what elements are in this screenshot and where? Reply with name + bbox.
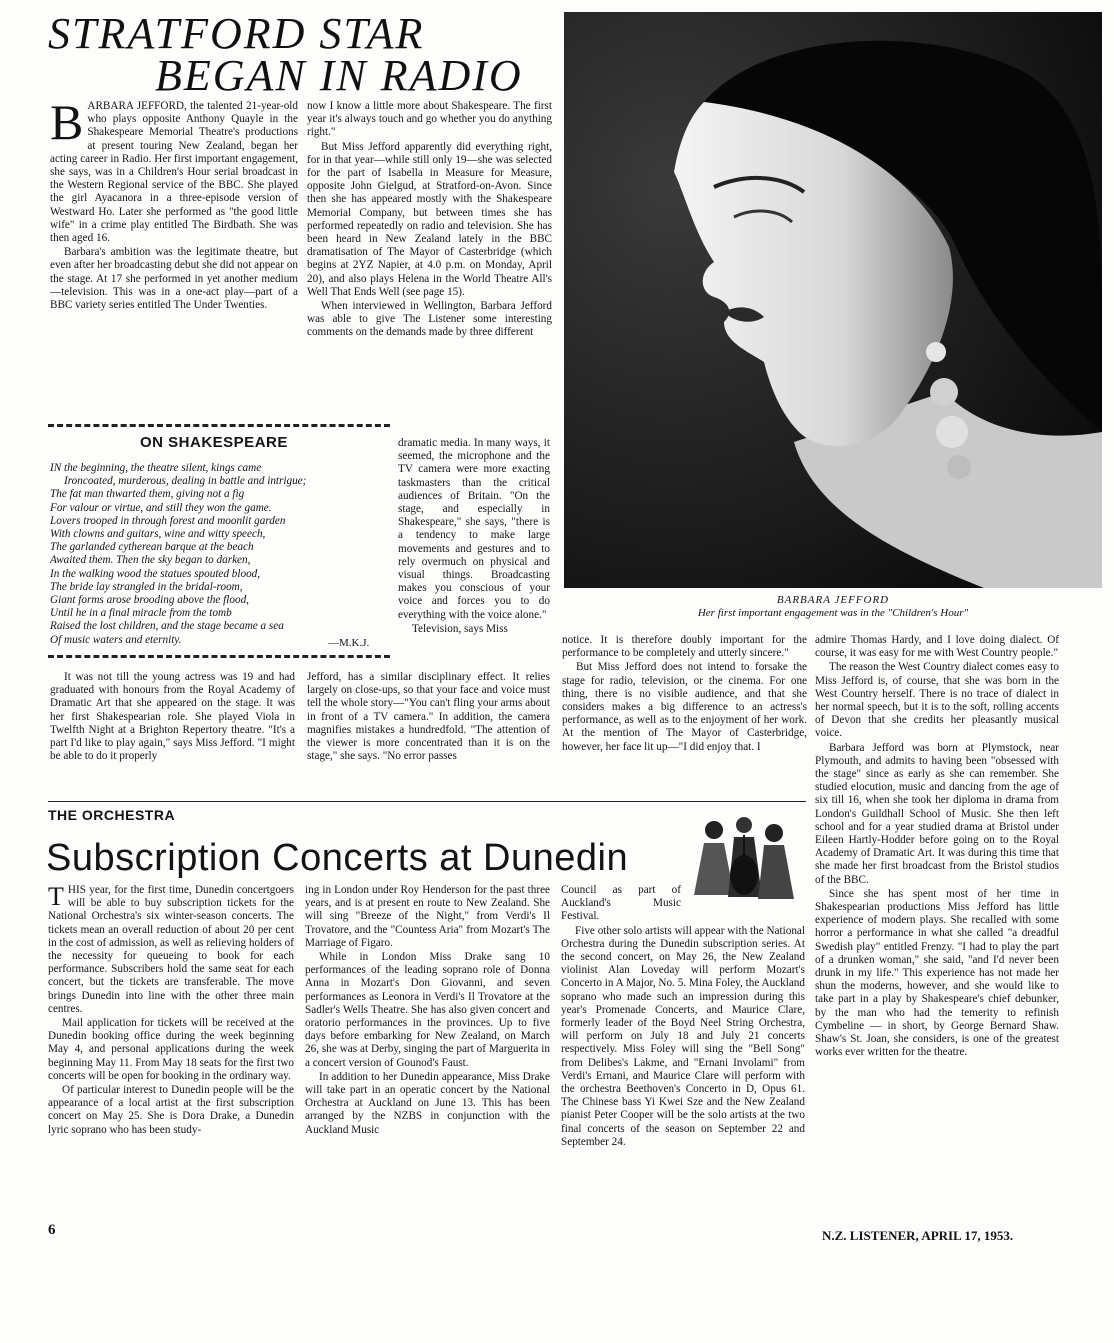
- poem-top-rule: [48, 424, 390, 427]
- poem-line: With clowns and guitars, wine and witty speech,: [50, 528, 266, 541]
- publication-line: N.Z. LISTENER, APRIL 17, 1953.: [822, 1228, 1014, 1243]
- poem-line: The bride lay strangled in the bridal-room,: [50, 580, 243, 593]
- story-paragraph: admire Thomas Hardy, and I love doing dialect. Of course, it was easy for me with West Country people.": [815, 634, 1059, 660]
- story-paragraph: The reason the West Country dialect comes easy to Miss Jefford is, of course, that she was born in the West Country herself. There is no trace of dialect in her normal speech, but it is to the soft, rolling accents of Devon that she credits her pleasantly musical voice.: [815, 661, 1059, 740]
- orchestra-paragraph: In addition to her Dunedin appearance, Miss Drake will take part in an operatic concert by the National Orchestra at Auckland on June 13. This has been arranged by the NZBS in conjunction with the Auckland Music: [305, 1070, 550, 1136]
- story-bottom-column-3: [562, 634, 807, 754]
- poem-bottom-rule: [48, 655, 390, 658]
- portrait-photo: [564, 12, 1102, 588]
- story-paragraph: notice. It is therefore doubly important for the performance to be completely and utterly sincere.": [562, 634, 807, 660]
- poem-line: IN the beginning, the theatre silent, kings came: [50, 462, 262, 474]
- headline-line-2: BEGAN IN RADIO: [155, 51, 523, 100]
- poem-line: The fat man thwarted them, giving not a fig: [50, 488, 245, 501]
- story-paragraph: When interviewed in Wellington, Barbara Jefford was able to give The Listener some interesting comments on the demands made by three different: [307, 300, 552, 339]
- photo-caption-text: Her first important engagement was in the "Children's Hour": [697, 607, 969, 619]
- story-paragraph: But Miss Jefford does not intend to forsake the stage for radio, television, or the cinema. For one thing, there is no visible audience, and that she considers makes a big difference to an actress's performance, as well as to the enjoyment of her work. At the mention of The Mayor of Casterbridge, however, her face lit up—"I did enjoy that. I: [562, 661, 807, 753]
- story-column-2: [307, 100, 552, 340]
- story-paragraph: Jefford, has a similar disciplinary effect. It relies largely on close-ups, so that your face and voice must tell the whole story—"You can't fling your arms about in front of a TV camera." In addition, the camera magnifies mistakes a hundredfold. "The attention of the viewer is more concentrated than it is on the stage," she says. "No error passes: [307, 671, 550, 763]
- story-bottom-column-1: [50, 671, 295, 763]
- orchestra-paragraph: Five other solo artists will appear with the National Orchestra during the Dunedin subscription series. At the second concert, on May 26, the New Zealand violinist Alan Loveday will perform Mozart's Concerto in A Major, No. 5. Mina Foley, the Auckland soprano who made such an impression during this year's Promenade Concerts, and Maurice Clare, formerly leader of the Boyd Neel String Orchestra, will perform on July 18 and July 21 concerts respectively. Miss Foley will sing the "Bell Song" from Delibes's Lakme, and "Ernani Involami" from Verdi's Ernani, and Maurice Clare will perform with the orchestra Beethoven's Concerto in D, Opus 61. The Chinese bass Yi Kwei Sze and the New Zealand pianist Peter Cooper will be the solo artists at the two final concerts of the season on September 22 and September 24.: [561, 924, 805, 1148]
- poem-line: Raised the lost children, and the stage became a sea: [50, 620, 284, 633]
- story-paragraph: now I know a little more about Shakespeare. The first year it's always touch and go whether you do anything right.": [307, 100, 552, 139]
- orchestra-column-2: [305, 884, 550, 1137]
- poem-title: ON SHAKESPEARE: [140, 434, 288, 451]
- story-column-2-narrow: [398, 437, 550, 636]
- headline-line-1: STRATFORD STAR: [48, 9, 425, 58]
- story-paragraph: It was not till the young actress was 19 and had graduated with honours from the Royal Academy of Dramatic Art that she appeared on the stage. It was her first Shakespearian role. She played Viola in Twelfth Night at a Brighton Repertory theatre. "It's a part I'd like to play again," says Miss Jefford. "I might be able to do it properly: [50, 671, 295, 763]
- orchestra-paragraph: While in London Miss Drake sang 10 performances of the leading soprano role of Donna Anna in Mozart's Don Giovanni, and seven performances as Leonora in Verdi's Il Trovatore at the Sadler's Wells Theatre. She has also given concert and oratorio performances in the provinces. Up to five days before embarking for New Zealand, on March 26, she was at Derby, singing the part of Marguerita in a concert version of Gounod's Faust.: [305, 951, 550, 1069]
- poem-line: Awaited them. Then the sky began to darken,: [50, 554, 251, 567]
- poem-line: The garlanded cytherean barque at the beach: [50, 541, 254, 554]
- orchestra-paragraph: HIS year, for the first time, Dunedin concertgoers will be able to buy subscription tickets for the National Orchestra's six winter-season concerts. The tickets mean an overall reduction of about 20 per cent in the cost of admission, as well as relieving holders of the necessity for queueing to book for each performance. Subscribers hold the same seat for each concert, but the tickets are transferable. The move brings Dunedin into line with the other three main centres.: [48, 884, 294, 1015]
- page-number: 6: [48, 1222, 56, 1238]
- orchestra-top-rule: [48, 801, 806, 802]
- story-paragraph: ARBARA JEFFORD, the talented 21-year-old who plays opposite Anthony Quayle in the Shakespeare Memorial Theatre's productions at present touring New Zealand, began her acting career in Radio. Her first important engagement, she says, was in a Children's Hour serial broadcast in the Western Regional service of the BBC. She played the girl Ayacanora in a three-episode version of Westward Ho. Later she performed as "the good little wife" in a crime play entitled The Birdbath. She was then aged 16.: [50, 100, 298, 245]
- poem-line: In the walking wood the statues spouted blood,: [50, 567, 261, 580]
- story-paragraph: Barbara Jefford was born at Plymstock, near Plymouth, and admits to having been "obsessed with the stage" since as early as she can remember. She studied elocution, music and dancing from the age of six till 16, when she took her diploma in drama from London's Guildhall School of Music. She then left school and for a year studied drama at Bristol under Eileen Hartly-Hodder before going on to the Royal Academy of Dramatic Art. It was during this time that she made her first broadcast from the Bristol studios of the BBC.: [815, 741, 1059, 886]
- orchestra-paragraph: ing in London under Roy Henderson for the past three years, and is at present en route to New Zealand. She will sing "Breeze of the Night," from Verdi's Il Trovatore, and the "Countess Aria" from Mozart's The Marriage of Figaro.: [305, 884, 550, 949]
- story-paragraph: But Miss Jefford apparently did everything right, for in that year—while still only 19—she was selected for the part of Isabella in Measure for Measure, opposite John Gielgud, at Stratford-on-Avon. Since then she has appeared mostly with the Shakespeare Memorial Company, but between times she has performed repeatedly on radio and television. She has been heard in New Zealand lately in the BBC dramatisation of The Mayor of Casterbridge (which begins at 2YZ Napier, at 4.0 p.m. on Monday, April 20), and also plays Helena in the World Theatre All's Well That Ends Well (see page 15).: [307, 140, 552, 298]
- story-dropcap: B: [50, 94, 84, 150]
- orchestra-title: Subscription Concerts at Dunedin: [46, 837, 629, 879]
- orchestra-section-label: THE ORCHESTRA: [48, 807, 176, 823]
- story-column-1: [50, 94, 298, 312]
- poem-line: Of music waters and eternity.: [50, 633, 182, 646]
- poem-line: Ironcoated, murderous, dealing in battle and intrigue;: [64, 475, 307, 488]
- poem-line: Giant forms arose brooding above the flood,: [50, 594, 249, 607]
- poem-line: For valour or virtue, and still they won the game.: [50, 501, 272, 514]
- orchestra-paragraph: Mail application for tickets will be received at the Dunedin booking office during the week beginning May 4, and personal applications during the week beginning May 11. From May 18 seats for the first two concerts will be open for booking in the ordinary way.: [48, 1017, 294, 1082]
- orchestra-paragraph: Of particular interest to Dunedin people will be the appearance of a local artist at the first subscription concert on May 25. She is Dora Drake, a Dunedin lyric soprano who has been study-: [48, 1084, 294, 1136]
- poem-line: Lovers trooped in through forest and moonlit garden: [50, 514, 286, 527]
- portrait-illustration: [564, 12, 1102, 588]
- orchestra-paragraph: Council as part of Auckland's Music Festival.: [561, 884, 681, 923]
- story-paragraph: Barbara's ambition was the legitimate theatre, but even after her broadcasting debut she did not appear on the stage. At 17 she performed in yet another medium—television. This was in a one-act play—part of a BBC variety series entitled The Under Twenties.: [50, 246, 298, 312]
- poem-text: [50, 462, 390, 647]
- orchestra-column-3: [561, 884, 805, 1149]
- story-right-column: [815, 634, 1059, 1060]
- story-bottom-column-2: [307, 671, 550, 763]
- photo-caption-name: BARBARA JEFFORD: [776, 594, 890, 606]
- poem-author: —M.K.J.: [328, 637, 370, 649]
- orchestra-column-1: [48, 884, 294, 1137]
- poem-line: Until he in a final miracle from the tomb: [50, 607, 232, 620]
- story-paragraph: dramatic media. In many ways, it seemed, the microphone and the TV camera were more exacting taskmasters than the critical audiences of Britain. "On the stage, and especially in Shakespeare," she says, "there is a tendency to make large movements and gestures and to rely overmuch on physical and visual things. Broadcasting makes you conscious of your voice and forces you to do everything with the voice alone.": [398, 437, 550, 621]
- story-paragraph: Since she has spent most of her time in Shakespearian productions Miss Jefford has little experience of modern plays. She recalled with some horror a performance in what she called "a dreadful Swedish play" entitled Frenzy. "I had to play the part of a drunken woman," she said, "and I'd never been drunk in my life." This experience has not made her shun the moderns, however, and she would like to take part in a play by Shakespeare's chief debunker, by the man who had the temerity to refinish Cymbeline — in short, by George Bernard Shaw. Shaw's St. Joan, she considers, is one of the greatest works ever written for the theatre.: [815, 887, 1059, 1059]
- story-paragraph: Television, says Miss: [412, 622, 508, 635]
- orchestra-dropcap: T: [48, 882, 64, 911]
